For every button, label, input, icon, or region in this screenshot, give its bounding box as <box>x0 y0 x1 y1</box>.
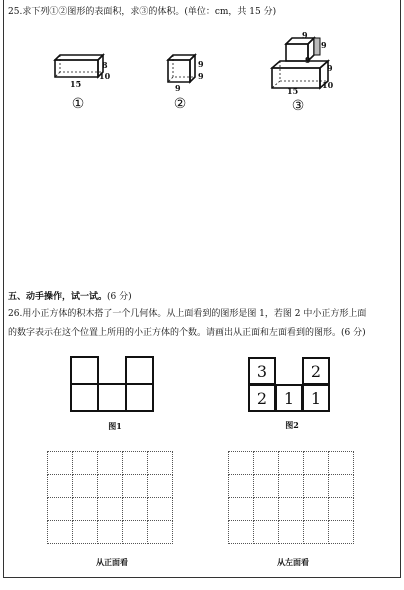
section5-score: (6 分) <box>107 292 132 302</box>
fig2-dim-height: 9 <box>198 59 204 69</box>
q26-line1: 26.用小正方体的积木搭了一个几何体。从上面看到的图形是图 1，若图 2 中小正方形上面 <box>8 309 367 319</box>
fig3-dim-bottom-length: 15 <box>287 86 299 96</box>
fig1-dim-height: 8 <box>102 60 108 70</box>
fig1-label: ① <box>71 96 85 112</box>
fig2-label: ② <box>173 96 187 112</box>
left-view-answer-grid[interactable] <box>228 451 354 544</box>
fig3-dim-top: 9 <box>302 30 308 40</box>
fig2-cell-bottom-left: 2 <box>248 384 276 412</box>
left-view-caption: 从左面看 <box>277 557 309 567</box>
fig2-cell-bottom-middle: 1 <box>275 384 303 412</box>
top-view-figure-1 <box>70 356 160 414</box>
fig3-dim-bottom-depth: 10 <box>322 80 334 90</box>
fig2-caption: 图2 <box>285 420 299 430</box>
fig2-cell-bottom-right: 1 <box>302 384 330 412</box>
fig2-dim-width: 9 <box>175 83 181 93</box>
fig1-dim-depth: 10 <box>99 71 111 81</box>
fig3-dim-top-front: 9 <box>305 55 311 65</box>
fig2-cell-top-left: 3 <box>248 357 276 385</box>
front-view-answer-grid[interactable] <box>47 451 173 544</box>
q26-line2: 的数字表示在这个位置上所用的小正方体的个数。请画出从正面和左面看到的图形。(6 分) <box>8 328 366 338</box>
section5-heading <box>8 291 132 303</box>
fig3-dim-bottom-height: 9 <box>327 63 333 73</box>
fig3-dim-top-side: 9 <box>321 40 327 50</box>
fig1-caption: 图1 <box>108 421 122 431</box>
front-view-caption: 从正面看 <box>96 557 128 567</box>
q25-text: 25.求下列①②图形的表面积，求③的体积。(单位：cm，共 15 分) <box>8 7 277 17</box>
section5-title: 五、动手操作，试一试。 <box>8 292 108 302</box>
fig2-cell-top-right: 2 <box>302 357 330 385</box>
fig2-dim-depth: 9 <box>198 71 204 81</box>
fig1-dim-length: 15 <box>70 79 82 89</box>
fig3-label: ③ <box>291 98 305 114</box>
